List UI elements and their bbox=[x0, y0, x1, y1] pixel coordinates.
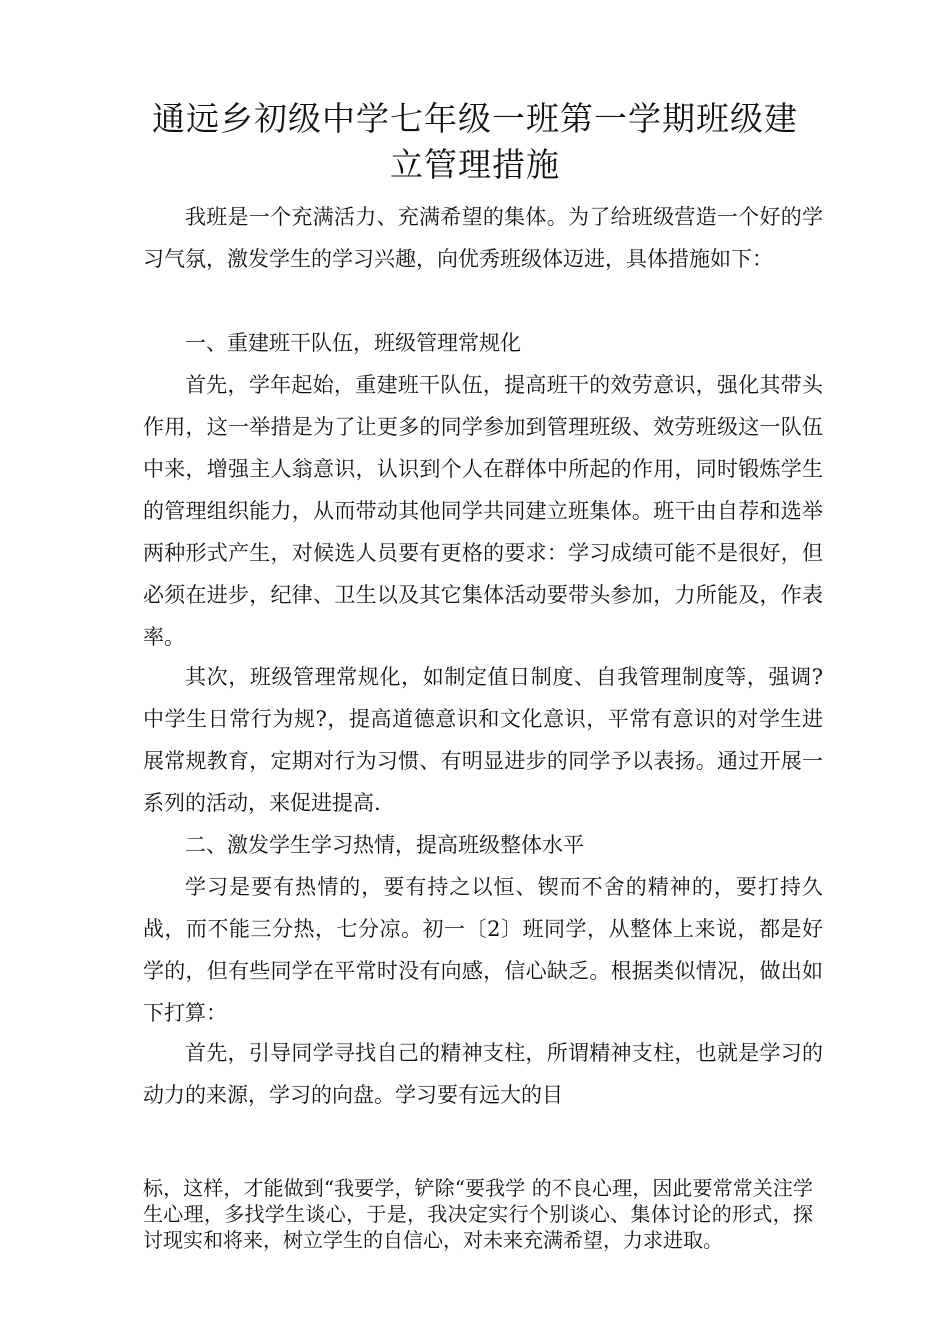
section-2-paragraph-1: 学习是要有热情的，要有持之以恒、锲而不舍的精神的，要打持久战，而不能三分热，七分凉。初一〔2〕班同学，从整体上来说，都是好学的，但有些同学在平常时没有向感，信心缺乏。根据类似情况，做出如下打算： bbox=[143, 875, 823, 1025]
section-2-paragraph-2: 首先，引导同学寻找自己的精神支柱，所谓精神支柱，也就是学习的动力的来源，学习的向盘。学习要有远大的目 bbox=[143, 1041, 823, 1107]
document-title-line-1: 通远乡初级中学七年级一班第一学期班级建 bbox=[152, 99, 798, 138]
section-heading-1: 一、重建班干队伍，班级管理常规化 bbox=[185, 331, 521, 355]
section-1-paragraph-1: 首先，学年起始，重建班干队伍，提高班干的效劳意识，强化其带头作用，这一举措是为了让更多的同学参加到管理班级、效劳班级这一队伍中来，增强主人翁意识，认识到个人在群体中所起的作用，同时锻炼学生的管理组织能力，从而带动其他同学共同建立班集体。班干由自荐和选举两种形式产生，对候选人员要有更格的要求：学习成绩可能不是很好，但必须在进步，纪律、卫生以及其它集体活动要带头参加，力所能及，作表率。 bbox=[143, 373, 823, 649]
document-title-line-2: 立管理措施 bbox=[390, 145, 560, 184]
section-heading-2: 二、激发学生学习热情，提高班级整体水平 bbox=[185, 833, 584, 857]
intro-paragraph: 我班是一个充满活力、充满希望的集体。为了给班级营造一个好的学习气氛，激发学生的学习兴趣，向优秀班级体迈进，具体措施如下： bbox=[143, 205, 823, 271]
continuation-paragraph: 标，这样，才能做到“我要学，铲除“要我学 的不良心理，因此要常常关注学生心理，多找学生谈心，于是，我决定实行个别谈心、集体讨论的形式，探讨现实和将来，树立学生的自信心，对未来充满希望，力求进取。 bbox=[143, 1176, 813, 1252]
section-1-paragraph-2: 其次，班级管理常规化，如制定值日制度、自我管理制度等，强调?中学生日常行为规?，提高道德意识和文化意识，平常有意识的对学生进展常规教育，定期对行为习惯、有明显进步的同学予以表扬。通过开展一系列的活动，来促进提高. bbox=[143, 665, 823, 815]
